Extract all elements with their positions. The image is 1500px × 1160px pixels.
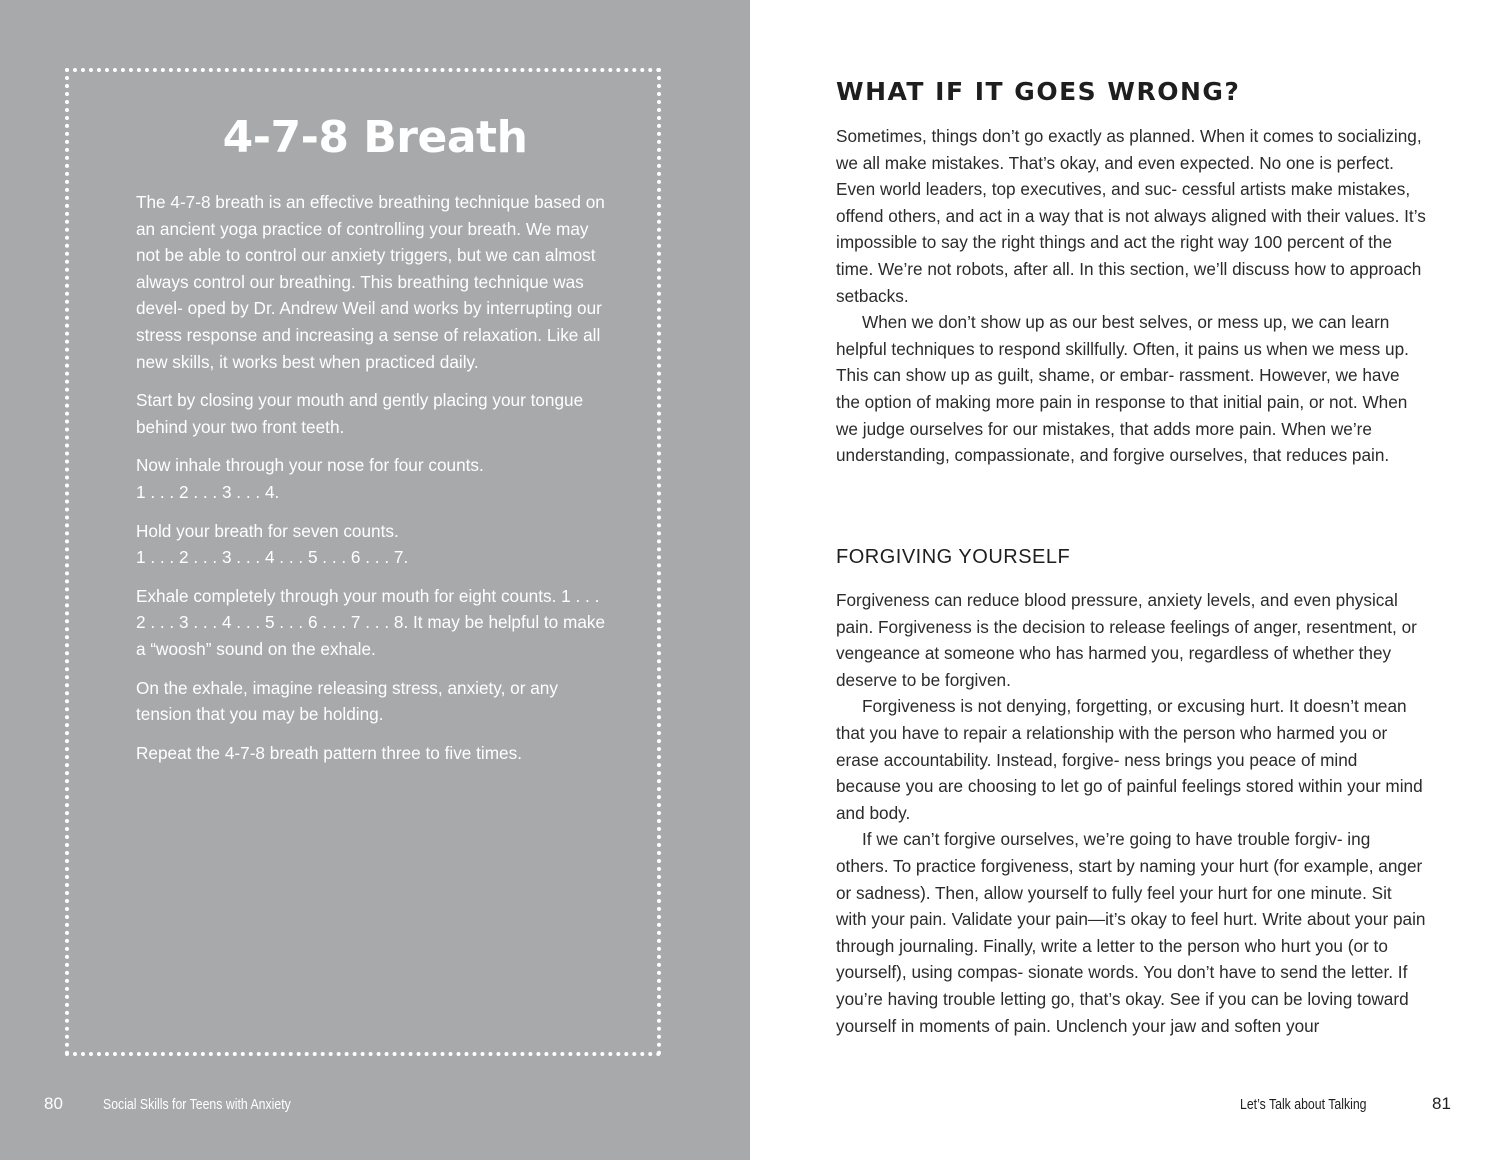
body-paragraph: Forgiveness is not denying, forgetting, or excusing hurt. It doesn’t mean that you have to repair a relationship with the person who harmed you or erase accountability. Instead, forgive- ness brings you peace of mind because you are choosing to let go of painful feelings stored within your mind and body. — [836, 696, 1423, 823]
right-running-head: Let’s Talk about Talking — [1240, 1096, 1367, 1113]
box-paragraph: The 4-7-8 breath is an effective breathing technique based on an ancient yoga practice of controlling your breath. We may not be able to control our anxiety triggers, but we can almost always control our breathing. This breathing technique was devel- oped by Dr. Andrew Weil and works by interrupting our stress response and increasing a sense of relaxation. Like all new skills, it works best when practiced daily. — [136, 192, 605, 372]
body-paragraph: If we can’t forgive ourselves, we’re going to have trouble forgiv- ing others. To practice forgiveness, start by naming your hurt (for example, anger or sadness). Then, allow yourself to fully feel your hurt for one minute. Sit with your pain. Validate your pain—it’s okay to feel hurt. Write about your pain through journaling. Finally, write a letter to the person who hurt you (or to yourself), using compas- sionate words. You don’t have to send the letter. If you’re having trouble letting go, that’s okay. See if you can be loving toward yourself in moments of pain. Unclench your jaw and soften your — [836, 829, 1426, 1036]
section-heading: WHAT IF IT GOES WRONG? — [836, 77, 1241, 106]
section-body — [836, 123, 1426, 469]
box-paragraph: Exhale completely through your mouth for eight counts. 1 . . . 2 . . . 3 . . . 4 . . . 5 . . . 6 . . . 7 . . . 8. It may be helpful to make a “woosh” sound on the exhale. — [136, 585, 606, 659]
inhale-instruction: Now inhale through your nose for four counts. — [136, 455, 484, 476]
box-title: 4-7-8 Breath — [222, 112, 528, 163]
box-paragraph — [136, 452, 606, 505]
subsection-body — [836, 587, 1426, 1039]
body-paragraph: When we don’t show up as our best selves, or mess up, we can learn helpful techniques to respond skillfully. Often, it pains us when we mess up. This can show up as guilt, shame, or embar- rassment. However, we have the option of making more pain in response to that initial pain, or not. When we judge ourselves for our mistakes, that adds more pain. When we’re understanding, compassionate, and forgive ourselves, that reduces pain. — [836, 312, 1409, 466]
box-paragraph: Start by closing your mouth and gently placing your tongue behind your two front teeth. — [136, 390, 584, 437]
box-paragraph — [136, 518, 606, 571]
body-paragraph: Forgiveness can reduce blood pressure, anxiety levels, and even physical pain. Forgiveness is the decision to release feelings of anger, resentment, or vengeance at someone who has harmed you, regardless of whether they deserve to be forgiven. — [836, 590, 1417, 690]
left-page-number: 80 — [44, 1094, 63, 1113]
box-text — [136, 189, 606, 778]
box-paragraph: Repeat the 4-7-8 breath pattern three to five times. — [136, 742, 522, 763]
hold-instruction: Hold your breath for seven counts. — [136, 520, 399, 541]
right-page-number: 81 — [1432, 1094, 1451, 1113]
left-running-head: Social Skills for Teens with Anxiety — [103, 1096, 291, 1113]
subheading: FORGIVING YOURSELF — [836, 546, 1071, 568]
inhale-count: 1 . . . 2 . . . 3 . . . 4. — [136, 481, 280, 502]
hold-count: 1 . . . 2 . . . 3 . . . 4 . . . 5 . . . 6 . . . 7. — [136, 547, 409, 568]
body-paragraph: Sometimes, things don’t go exactly as planned. When it comes to socializing, we all make mistakes. That’s okay, and even expected. No one is perfect. Even world leaders, top executives, and suc- cessful artists make mistakes, offend others, and act in a way that is not always aligned with their values. It’s impossible to say the right things and act the right way 100 percent of the time. We’re not robots, after all. In this section, we’ll discuss how to approach setbacks. — [836, 126, 1426, 306]
box-paragraph: On the exhale, imagine releasing stress, anxiety, or any tension that you may be holding. — [136, 677, 558, 725]
